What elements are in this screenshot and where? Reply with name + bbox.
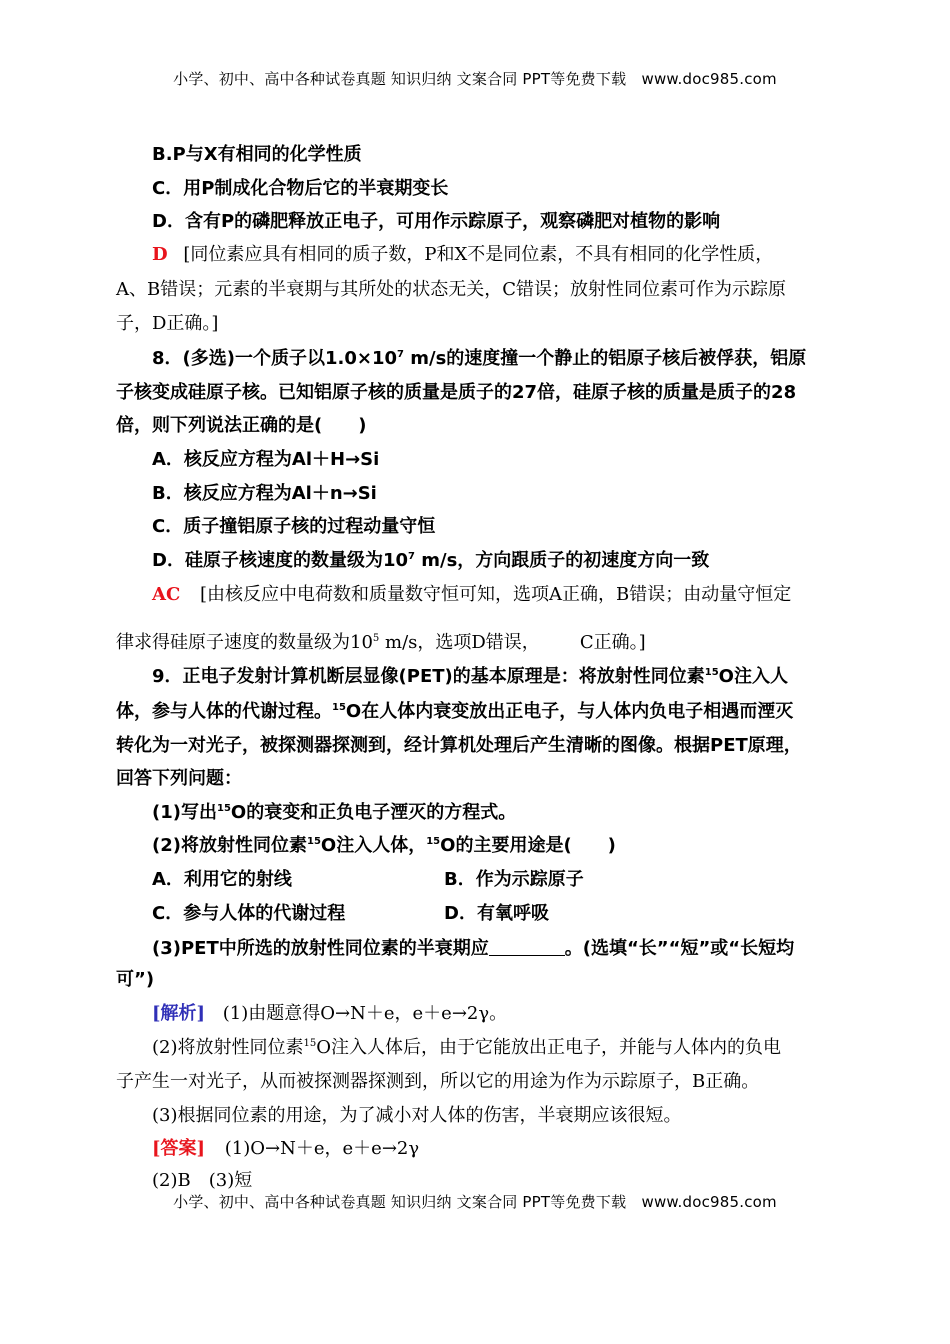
q7-explanation-line-2: A、B错误；元素的半衰期与其所处的状态无关，C错误；放射性同位素可作为示踪原 (116, 279, 786, 300)
q9-part-3 (152, 939, 794, 958)
q8-stem-line-2: 子核变成硅原子核。已知铝原子核的质量是质子的27倍，硅原子核的质量是质子的28 (116, 382, 797, 403)
q7-explanation-line-1 (152, 246, 773, 264)
q7-option-d: D．含有P的磷肥释放正电子，可用作示踪原子，观察磷肥对植物的影响 (152, 211, 721, 232)
page-footer: 小学、初中、高中各种试卷真题 知识归纳 文案合同 PPT等免费下载 www.doc985.com (173, 1193, 777, 1211)
q9-p1b: O的衰变和正负电子湮灭的方程式。 (230, 802, 517, 823)
q8-stem-line-3: 倍，则下列说法正确的是( ) (116, 415, 367, 436)
q8-expl-text-1: [由核反应中电荷数和质量数守恒可知，选项A正确，B错误；由动量守恒定 (200, 584, 792, 605)
q9-stem-2a: 体，参与人体的代谢过程。 (116, 701, 332, 722)
q8-opt-d-a: D．硅原子核速度的数量级为10 (152, 550, 408, 571)
q9-part-3-end: 可”) (116, 969, 155, 990)
q9-p2-sup1: 15 (306, 836, 321, 847)
q7-option-c: C．用P制成化合物后它的半衰期变长 (152, 178, 449, 199)
q9-an2a: (2)将放射性同位素 (152, 1037, 304, 1058)
q9-stem-line-2 (116, 703, 793, 721)
q9-p2b: O注入人体， (320, 835, 427, 856)
q9-analysis-line-2 (152, 1039, 781, 1057)
q9-analysis-line-1 (152, 1005, 507, 1023)
q9-option-b: B．作为示踪原子 (444, 869, 584, 890)
q7-answer: D (152, 244, 168, 265)
q8-option-b: B．核反应方程为Al＋n→Si (152, 483, 377, 504)
q9-stem-line-4: 回答下列问题： (116, 768, 242, 789)
q9-stem-1-sup: 15 (704, 667, 719, 678)
answer-tag: [答案] (152, 1138, 206, 1159)
q7-expl-text-1: [同位素应具有相同的质子数，P和X不是同位素，不具有相同的化学性质， (183, 244, 774, 265)
q9-analysis-1: (1)由题意得O→N＋e，e＋e→2γ。 (222, 1003, 508, 1024)
q7-explanation-line-3: 子，D正确。] (116, 313, 219, 334)
q9-stem-line-3: 转化为一对光子，被探测器探测到，经计算机处理后产生清晰的图像。根据PET原理， (116, 735, 802, 756)
q8-expl-2-exp: 5 (372, 633, 380, 644)
q9-answer-line-1 (152, 1140, 419, 1158)
q9-answer-blank (489, 939, 565, 956)
q9-p1-sup: 15 (216, 803, 231, 814)
q9-option-a: A．利用它的射线 (152, 869, 292, 890)
analysis-tag: [解析] (152, 1003, 206, 1024)
q9-analysis-line-3: 子产生一对光子，从而被探测器探测到，所以它的用途为作为示踪原子，B正确。 (116, 1071, 760, 1092)
q7-option-b: B.P与X有相同的化学性质 (152, 144, 362, 165)
q9-stem-2-sup: 15 (332, 702, 346, 713)
q9-p2a: (2)将放射性同位素 (152, 835, 307, 856)
q8-explanation-line-1 (152, 586, 791, 604)
q9-stem-2b: O在人体内衰变放出正电子，与人体内负电子相遇而湮灭 (345, 701, 794, 722)
q8-expl-2a: 律求得硅原子速度的数量级为10 (116, 632, 373, 653)
q8-expl-2b: m/s，选项D错误， (379, 632, 540, 653)
q8-answer: AC (152, 584, 181, 605)
q8-opt-d-exp: 7 (408, 551, 415, 562)
q9-part-2 (152, 837, 616, 855)
q8-opt-d-b: m/s，方向跟质子的初速度方向一致 (414, 550, 710, 571)
q9-answer-line-2: (2)B (3)短 (152, 1170, 253, 1191)
q9-option-c: C．参与人体的代谢过程 (152, 903, 346, 924)
q9-option-d: D．有氧呼吸 (444, 903, 549, 924)
q9-stem-1b: O注入人 (718, 666, 788, 687)
q9-p2c: O的主要用途是( ) (440, 835, 616, 856)
q9-p3b: 。(选填“长”“短”或“长短均 (564, 938, 795, 959)
q8-expl-2c: C正确。] (579, 632, 646, 653)
q8-stem-1-exp: 7 (397, 349, 404, 360)
q9-stem-line-1 (152, 668, 788, 686)
q9-analysis-line-4: (3)根据同位素的用途，为了减小对人体的伤害，半衰期应该很短。 (152, 1105, 682, 1126)
q9-p3a: (3)PET中所选的放射性同位素的半衰期应 (152, 938, 489, 959)
q8-option-a: A．核反应方程为Al＋H→Si (152, 449, 380, 470)
q9-an2b: O注入人体后，由于它能放出正电子，并能与人体内的负电 (316, 1037, 781, 1058)
q9-part-1 (152, 804, 516, 822)
q8-option-c: C．质子撞铝原子核的过程动量守恒 (152, 516, 436, 537)
q9-answer-1: (1)O→N＋e，e＋e→2γ (224, 1138, 420, 1159)
q8-option-d (152, 552, 709, 570)
q9-p2-sup2: 15 (426, 836, 441, 847)
q9-an2-sup: 15 (303, 1038, 317, 1049)
page-header: 小学、初中、高中各种试卷真题 知识归纳 文案合同 PPT等免费下载 www.doc985.com (173, 70, 777, 88)
q9-stem-1a: 9．正电子发射计算机断层显像(PET)的基本原理是：将放射性同位素 (152, 666, 705, 687)
q9-p1a: (1)写出 (152, 802, 217, 823)
q8-stem-1b: m/s的速度撞一个静止的铝原子核后被俘获，铝原 (403, 348, 807, 369)
q8-stem-line-1 (152, 350, 806, 368)
q8-explanation-line-2 (116, 634, 646, 652)
q8-stem-1a: 8．(多选)一个质子以1.0×10 (152, 348, 397, 369)
